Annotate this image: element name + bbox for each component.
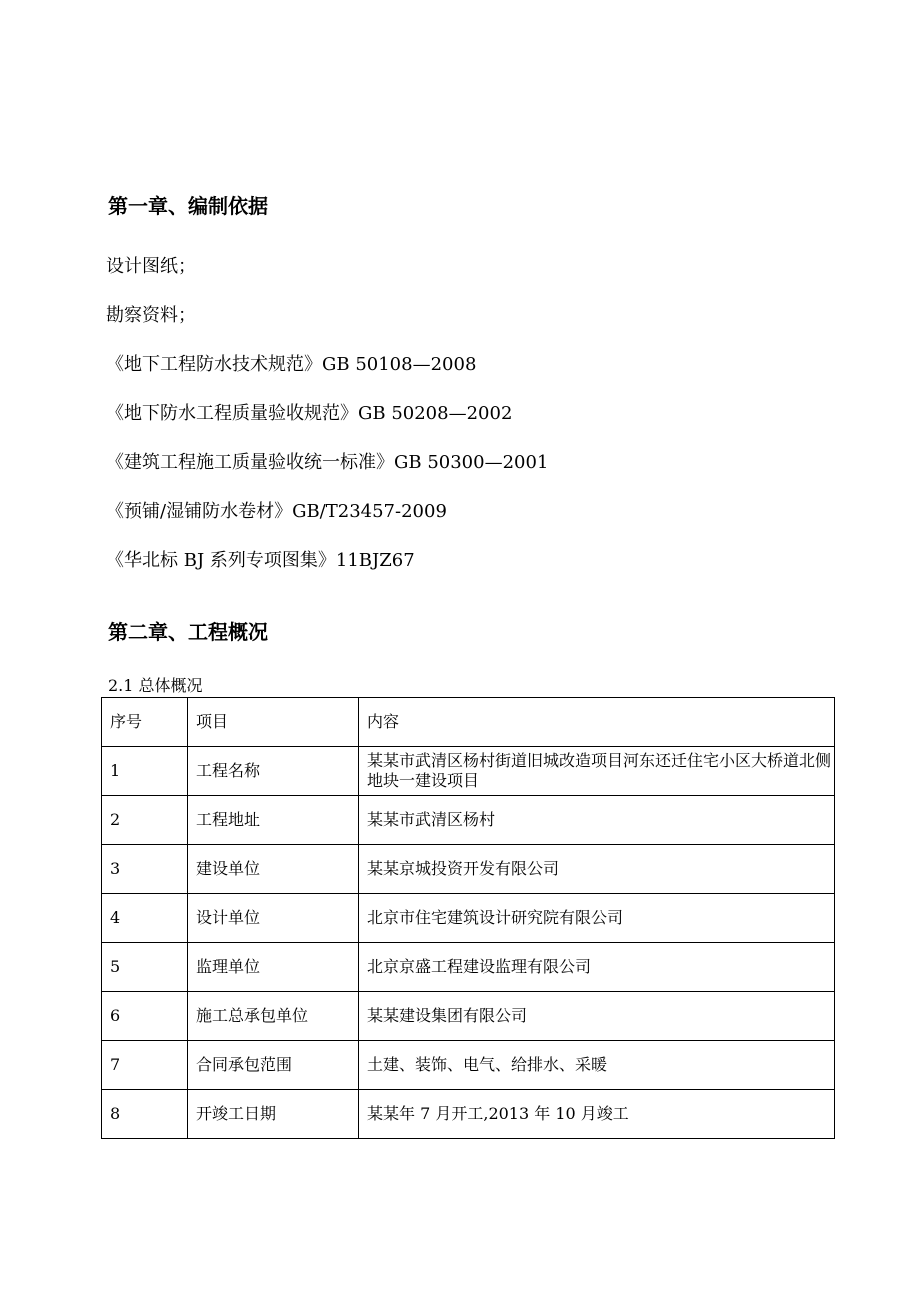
- row-index: 5: [102, 943, 188, 992]
- reference-list: [106, 252, 548, 595]
- table-row: [102, 747, 835, 796]
- section-title: 2.1 总体概况: [108, 676, 203, 695]
- row-item: 工程名称: [188, 747, 359, 796]
- table-header-row: [102, 698, 835, 747]
- row-content: 某某建设集团有限公司: [359, 992, 835, 1041]
- row-item: 开竣工日期: [188, 1090, 359, 1139]
- table-row: [102, 796, 835, 845]
- header-cell-item: 项目: [188, 698, 359, 747]
- row-item: 施工总承包单位: [188, 992, 359, 1041]
- row-index: 1: [102, 747, 188, 796]
- table-row: [102, 1041, 835, 1090]
- row-content: 北京市住宅建筑设计研究院有限公司: [359, 894, 835, 943]
- header-cell-index: 序号: [102, 698, 188, 747]
- row-item: 设计单位: [188, 894, 359, 943]
- row-index: 6: [102, 992, 188, 1041]
- table-row: [102, 992, 835, 1041]
- table-row: [102, 845, 835, 894]
- reference-item: 勘察资料；: [106, 305, 196, 326]
- chapter-1-title: 第一章、编制依据: [108, 194, 268, 218]
- row-content: 某某京城投资开发有限公司: [359, 845, 835, 894]
- reference-item: 《预铺/湿铺防水卷材》GB/T23457-2009: [106, 501, 447, 522]
- row-content: 北京京盛工程建设监理有限公司: [359, 943, 835, 992]
- reference-item: 《地下防水工程质量验收规范》GB 50208—2002: [106, 403, 513, 424]
- chapter-2-title: 第二章、工程概况: [108, 620, 268, 644]
- row-content: 土建、装饰、电气、给排水、采暖: [359, 1041, 835, 1090]
- row-index: 2: [102, 796, 188, 845]
- row-item: 建设单位: [188, 845, 359, 894]
- table-row: [102, 1090, 835, 1139]
- row-item: 监理单位: [188, 943, 359, 992]
- row-index: 3: [102, 845, 188, 894]
- project-overview-table: [101, 697, 835, 1139]
- row-item: 合同承包范围: [188, 1041, 359, 1090]
- header-cell-content: 内容: [359, 698, 835, 747]
- reference-item: 设计图纸；: [106, 256, 196, 277]
- row-content: 某某市武清区杨村街道旧城改造项目河东还迁住宅小区大桥道北侧地块一建设项目: [359, 747, 835, 796]
- row-index: 7: [102, 1041, 188, 1090]
- table-row: [102, 894, 835, 943]
- row-index: 4: [102, 894, 188, 943]
- row-content: 某某年 7 月开工,2013 年 10 月竣工: [359, 1090, 835, 1139]
- row-content: 某某市武清区杨村: [359, 796, 835, 845]
- row-item: 工程地址: [188, 796, 359, 845]
- row-index: 8: [102, 1090, 188, 1139]
- reference-item: 《地下工程防水技术规范》GB 50108—2008: [106, 354, 477, 375]
- table-row: [102, 943, 835, 992]
- reference-item: 《华北标 BJ 系列专项图集》11BJZ67: [106, 550, 415, 571]
- reference-item: 《建筑工程施工质量验收统一标准》GB 50300—2001: [106, 452, 549, 473]
